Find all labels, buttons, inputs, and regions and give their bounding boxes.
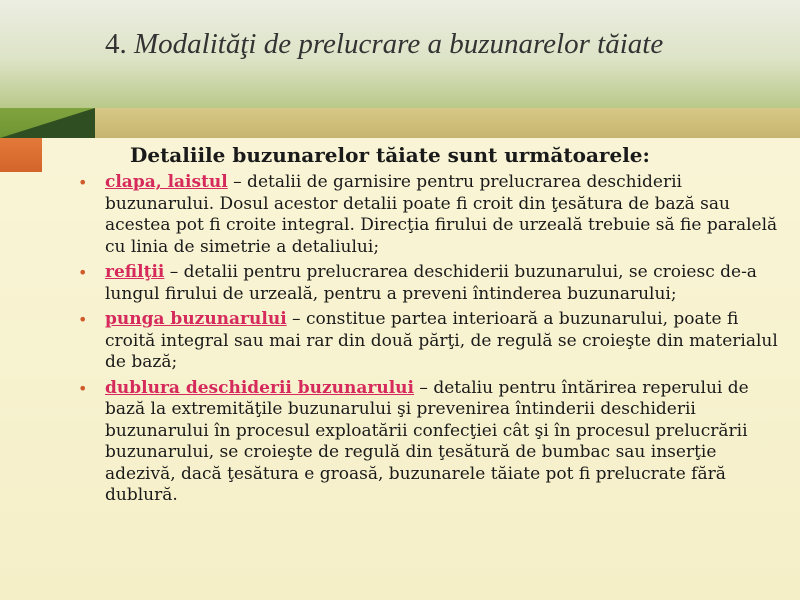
list-item-term: punga buzunarului xyxy=(105,309,287,329)
header-band xyxy=(0,0,800,108)
slide-content xyxy=(78,143,778,511)
list-item xyxy=(78,378,778,507)
content-subtitle: Detaliile buzunarelor tăiate sunt următoarele: xyxy=(130,143,650,167)
bullet-icon: • xyxy=(78,310,88,329)
slide-title xyxy=(105,28,785,61)
list-item-text: – detalii pentru prelucrarea deschiderii buzunarului, se croiesc de-a lungul firului de urzeală, pentru a preveni întinderea buzunarului; xyxy=(105,262,757,304)
list-item-text: – constitue partea interioară a buzunarului, poate fi croită integral sau mai rar din două părţi, de regulă se croieşte din materialul de bază; xyxy=(105,309,778,372)
list-item-term: dublura deschiderii buzunarului xyxy=(105,377,415,398)
slide-title-text: Modalităţi de prelucrare a buzunarelor tăiate xyxy=(134,28,664,60)
orange-accent-block xyxy=(0,138,42,172)
bullet-icon: • xyxy=(78,378,88,398)
list-item xyxy=(78,262,778,305)
list-item-text: – detaliu pentru întărirea reperului de bază la extremităţile buzunarului şi prevenirea întinderii deschiderii buzunarului în procesul exploatării confecţiei cât şi în procesul prelucrării buzunarului, se croieşte de regulă din ţesătură de bumbac sau inserţie adezivă, dacă ţesătura e groasă, buzunarele tăiate pot fi prelucrate fără dublură. xyxy=(105,377,749,505)
header-stripe-tan xyxy=(95,108,800,138)
header-corner-triangle xyxy=(0,108,95,138)
bullet-icon: • xyxy=(78,263,88,282)
bullet-icon: • xyxy=(78,173,88,192)
detail-list xyxy=(78,172,778,507)
slide-title-number: 4. xyxy=(105,28,127,60)
list-item-text: – detalii de garnisire pentru prelucrarea deschiderii buzunarului. Dosul acestor detalii poate fi croit din ţesătura de bază sau acestea pot fi croite integral. Direcţia firului de urzeală trebuie să fie paralelă cu linia de simetrie a detaliului; xyxy=(105,172,778,257)
list-item-term: clapa, laistul xyxy=(105,172,228,192)
list-item-term: refilţii xyxy=(105,262,165,282)
list-item xyxy=(78,172,778,258)
list-item xyxy=(78,309,778,374)
